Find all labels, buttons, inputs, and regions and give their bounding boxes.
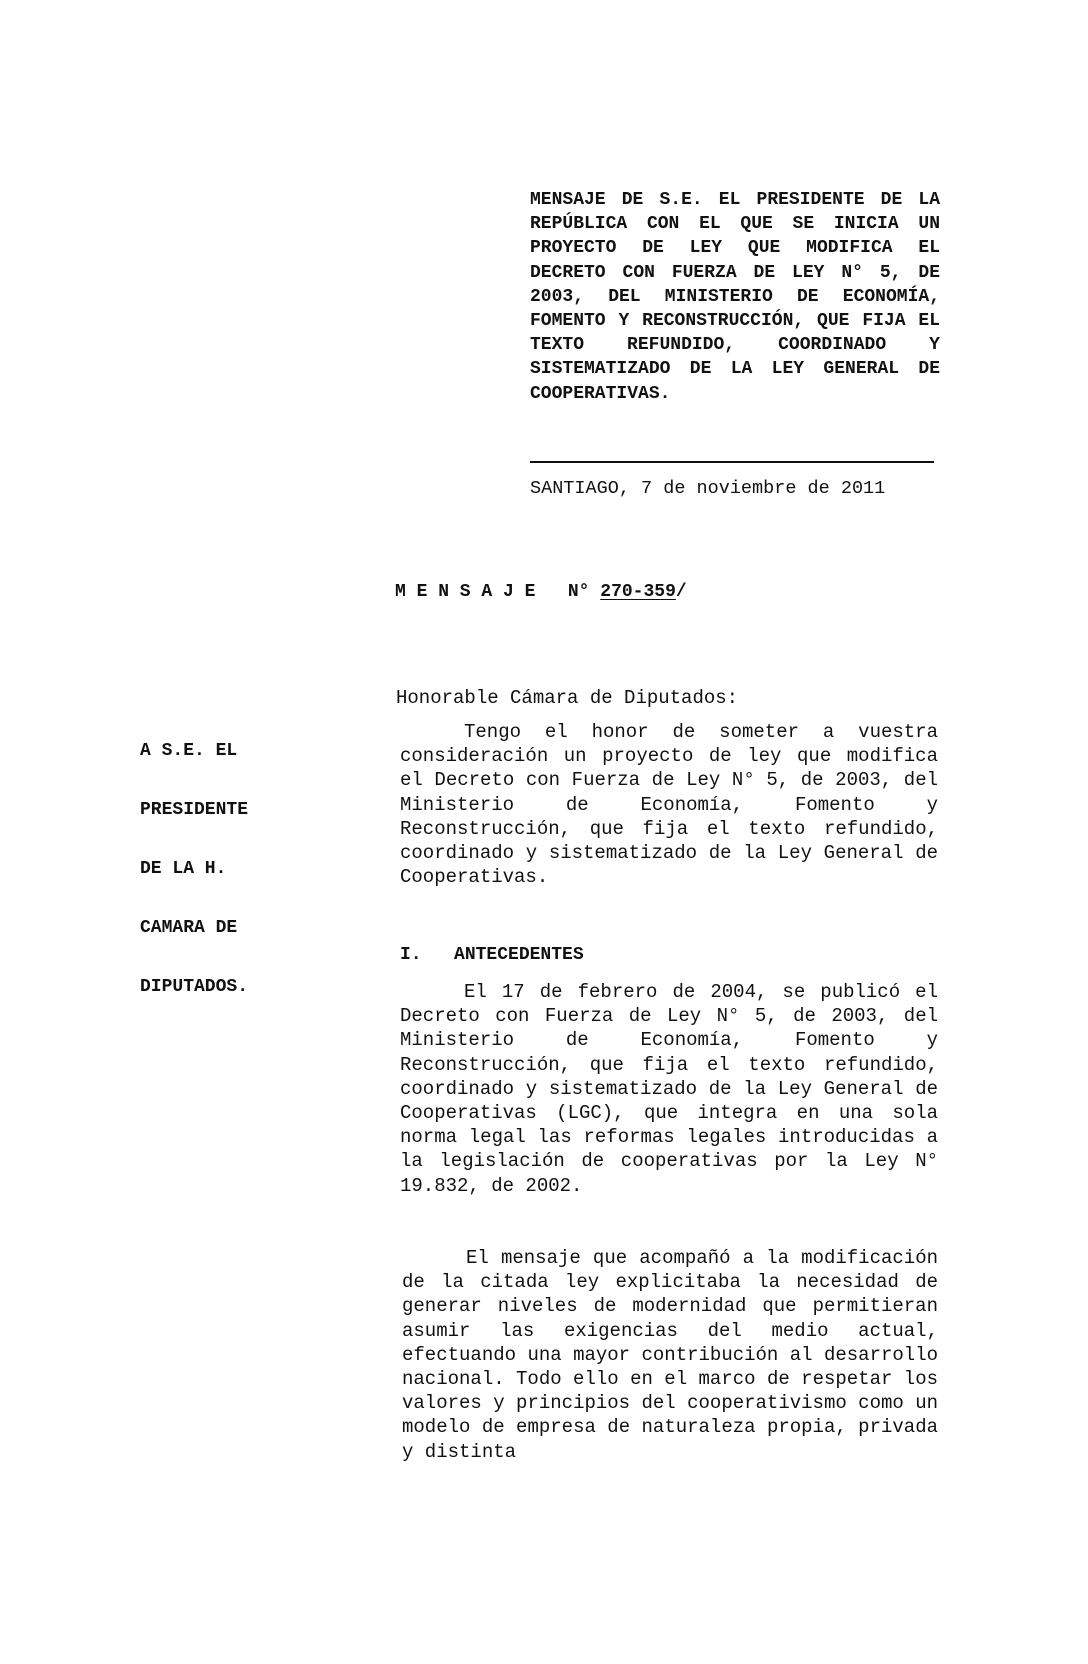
addressee-line: DE LA H. bbox=[140, 859, 227, 879]
bill-title: MENSAJE DE S.E. EL PRESIDENTE DE LA REPÚBLICA CON EL QUE SE INICIA UN PROYECTO DE LEY QUE MODIFICA EL DECRETO CON FUERZA DE LEY N° 5, DE 2003, DEL MINISTERIO DE ECONOMÍA, FOMENTO Y RECONSTRUCCIÓN, QUE FIJA EL TEXTO REFUNDIDO, COORDINADO Y SISTEMATIZADO DE LA LEY GENERAL DE COOPERATIVAS. bbox=[530, 190, 940, 404]
message-number-line bbox=[395, 580, 687, 604]
intro-paragraph: Tengo el honor de someter a vuestra consideración un proyecto de ley que modifica el Decreto con Fuerza de Ley N° 5, de 2003, del Ministerio de Economía, Fomento y Reconstrucción, que fija el texto refundido, coordinado y sistematizado de la Ley General de Cooperativas. bbox=[400, 721, 938, 889]
salutation: Honorable Cámara de Diputados: bbox=[396, 687, 739, 709]
addressee-line: A S.E. EL bbox=[140, 741, 238, 761]
message-number: 270-359 bbox=[600, 582, 676, 602]
message-label: M E N S A J E bbox=[395, 582, 536, 602]
message-number-suffix: / bbox=[675, 582, 687, 602]
section-title: ANTECEDENTES bbox=[454, 945, 584, 965]
section-heading bbox=[400, 943, 584, 967]
place-date: SANTIAGO, 7 de noviembre de 2011 bbox=[530, 478, 886, 499]
message-number-prefix: N° bbox=[567, 582, 590, 602]
addressee-line: CAMARA DE bbox=[140, 918, 238, 938]
addressee-block bbox=[140, 739, 248, 1034]
title-divider bbox=[530, 461, 934, 463]
section-number: I. bbox=[400, 945, 422, 965]
addressee-line: PRESIDENTE bbox=[140, 800, 249, 820]
body-paragraph: El 17 de febrero de 2004, se publicó el Decreto con Fuerza de Ley N° 5, de 2003, del Ministerio de Economía, Fomento y Reconstrucción, que fija el texto refundido, coordinado y sistematizado de la Ley General de Cooperativas (LGC), que integra en una sola norma legal las reformas legales introducidas a la legislación de cooperativas por la Ley N° 19.832, de 2002. bbox=[400, 981, 938, 1197]
body-paragraph: El mensaje que acompañó a la modificación de la citada ley explicitaba la necesidad de generar niveles de modernidad que permitieran asumir las exigencias del medio actual, efectuando una mayor contribución al desarrollo nacional. Todo ello en el marco de respetar los valores y principios del cooperativismo como un modelo de empresa de naturaleza propia, privada y distinta bbox=[402, 1247, 938, 1463]
addressee-line: DIPUTADOS. bbox=[140, 977, 249, 997]
